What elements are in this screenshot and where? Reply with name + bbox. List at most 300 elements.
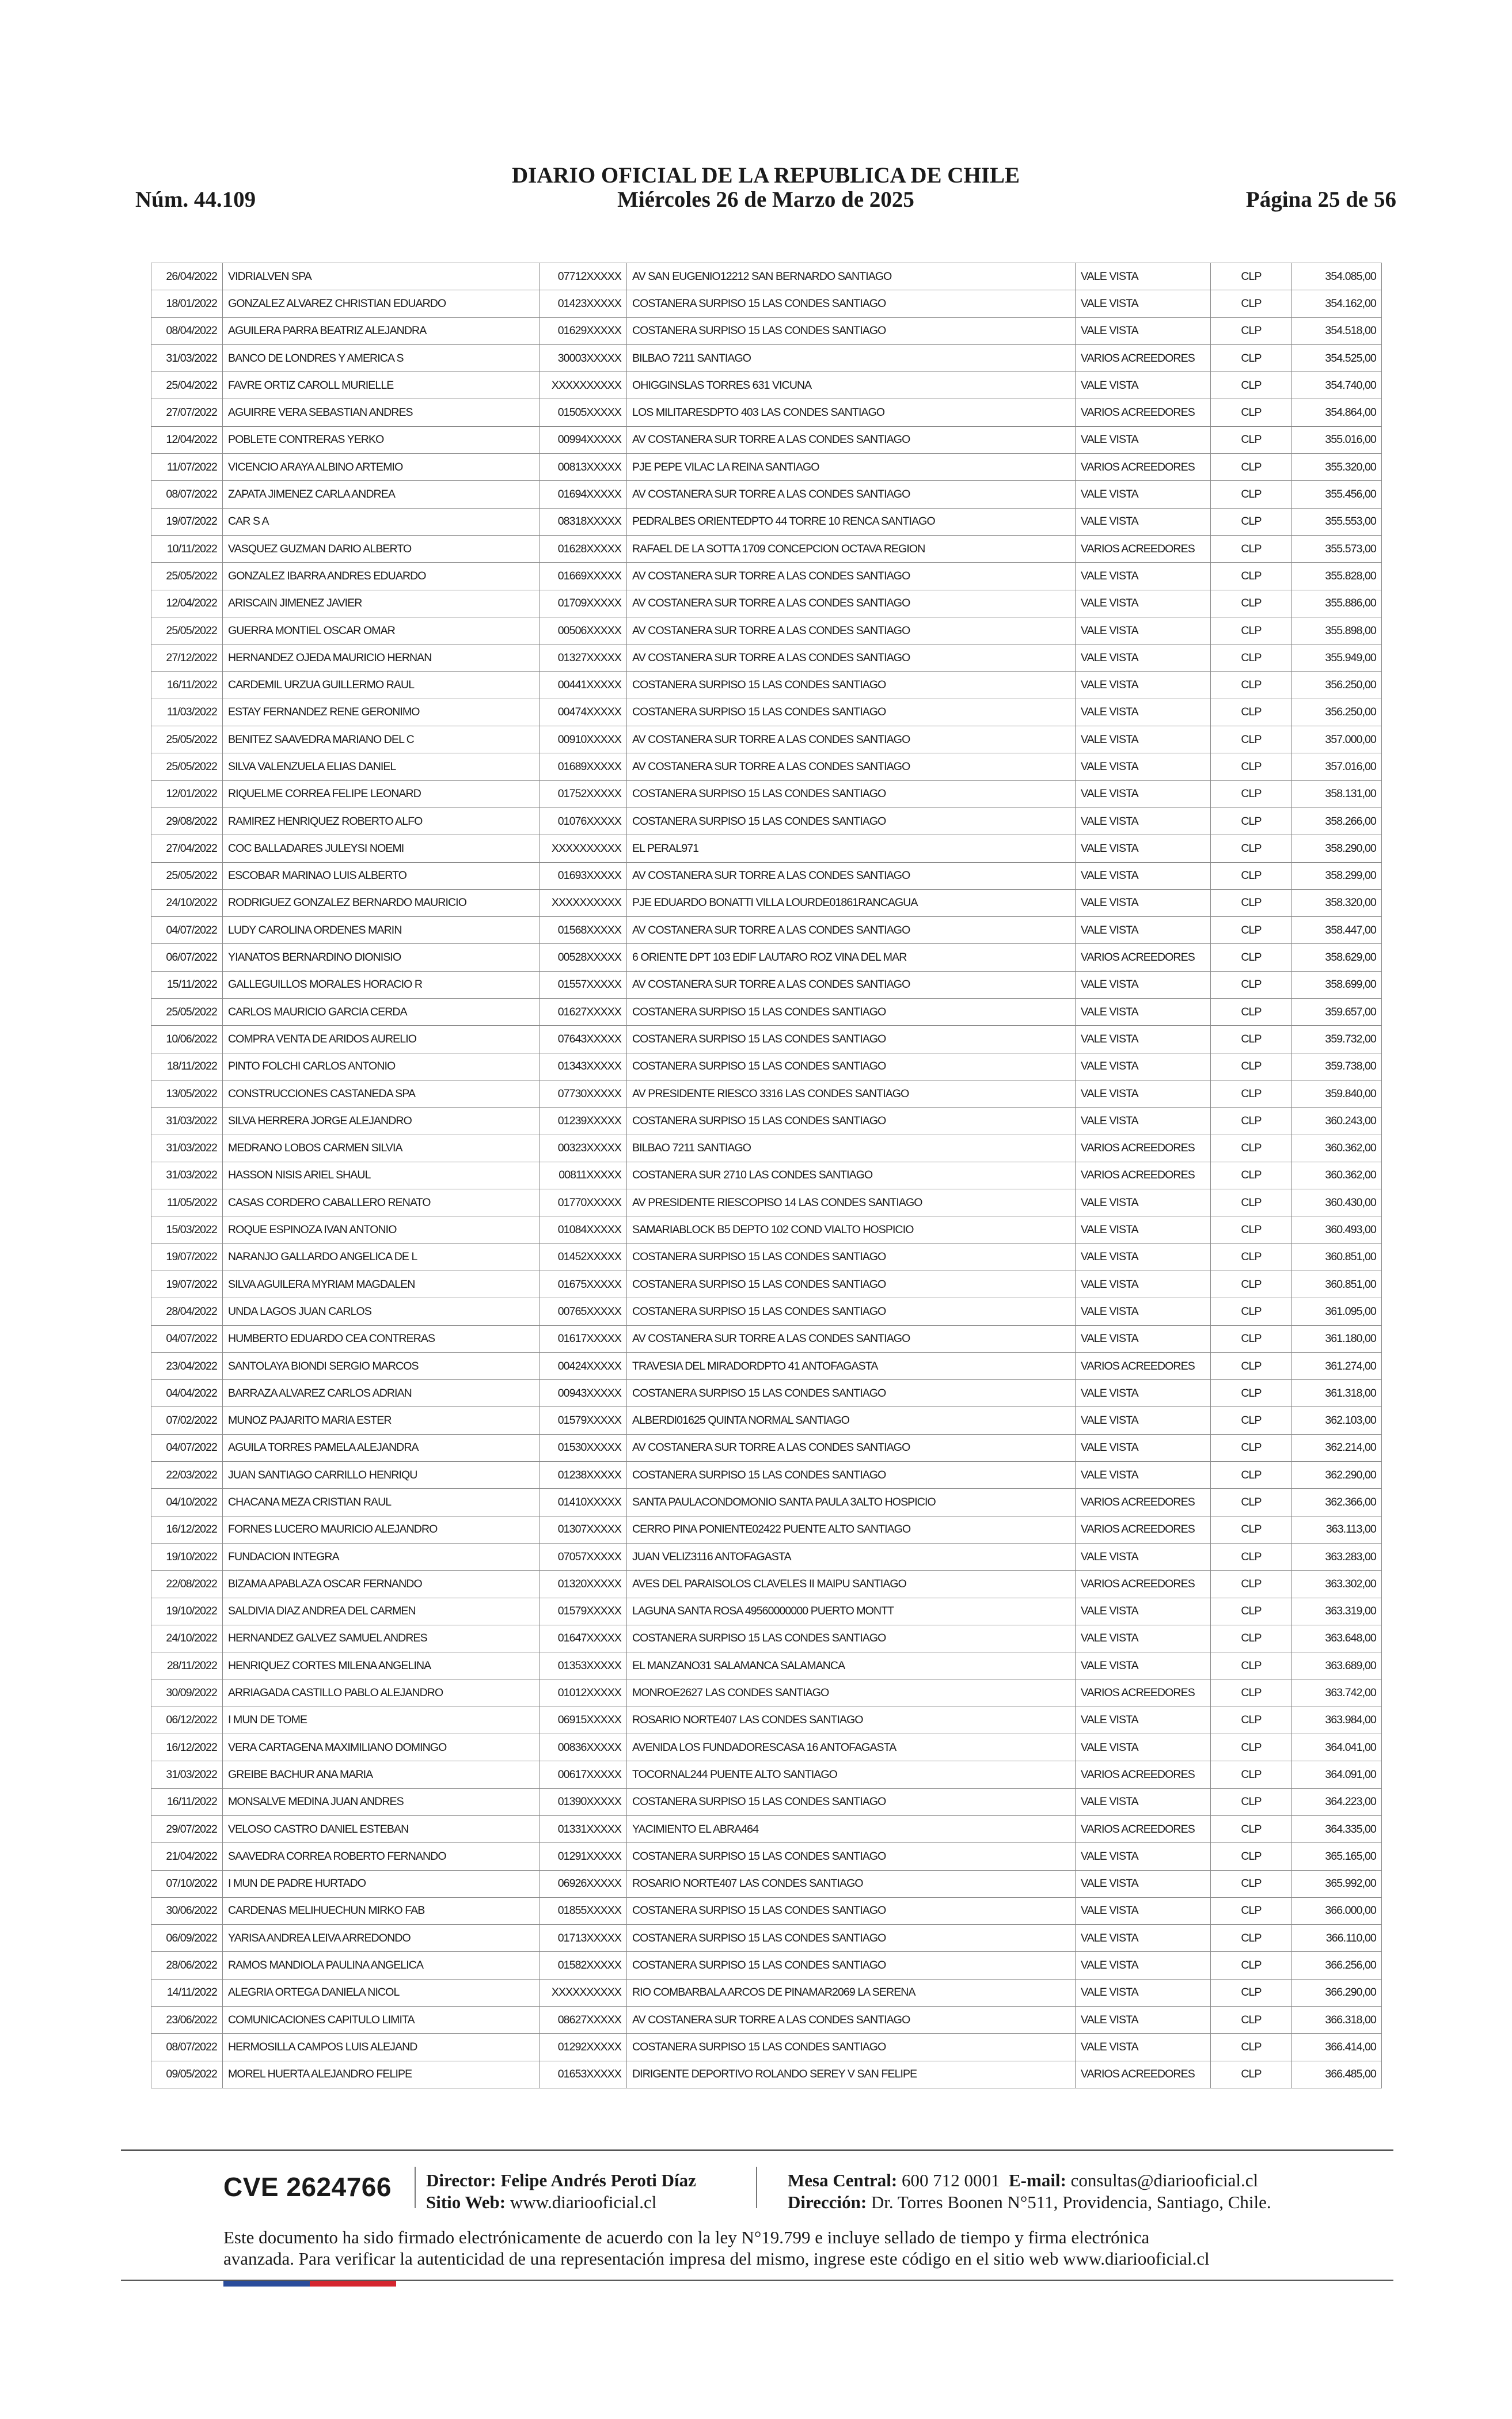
date-cell: 25/05/2022	[151, 726, 223, 753]
table-row	[151, 1815, 1382, 1842]
date-cell: 09/05/2022	[151, 2061, 223, 2088]
date-cell: 25/05/2022	[151, 999, 223, 1026]
table-row	[151, 1870, 1382, 1897]
address-cell: COSTANERA SURPISO 15 LAS CONDES SANTIAGO	[627, 807, 1076, 835]
table-row	[151, 426, 1382, 453]
date-cell: 16/11/2022	[151, 1788, 223, 1815]
name-cell: ALEGRIA ORTEGA DANIELA NICOL	[223, 1979, 540, 2006]
date-cell: 27/12/2022	[151, 644, 223, 672]
name-cell: FORNES LUCERO MAURICIO ALEJANDRO	[223, 1516, 540, 1543]
type-cell: VALE VISTA	[1076, 617, 1211, 644]
address-value: Dr. Torres Boonen N°511, Providencia, Santiago, Chile.	[871, 2192, 1271, 2212]
date-cell: 19/07/2022	[151, 1271, 223, 1298]
date-cell: 08/07/2022	[151, 2034, 223, 2061]
table-row	[151, 454, 1382, 481]
id-cell: 01713XXXXX	[540, 1925, 627, 1952]
type-cell: VALE VISTA	[1076, 889, 1211, 916]
type-cell: VARIOS ACREEDORES	[1076, 1761, 1211, 1788]
records-table	[151, 263, 1382, 2088]
type-cell: VALE VISTA	[1076, 917, 1211, 944]
cve-separator	[415, 2167, 416, 2208]
contact-line	[788, 2170, 1258, 2191]
id-cell: 00910XXXXX	[540, 726, 627, 753]
type-cell: VALE VISTA	[1076, 1189, 1211, 1216]
address-cell: COSTANERA SURPISO 15 LAS CONDES SANTIAGO	[627, 1298, 1076, 1325]
table-row	[151, 1135, 1382, 1162]
address-cell: ALBERDI01625 QUINTA NORMAL SANTIAGO	[627, 1407, 1076, 1434]
date-cell: 22/08/2022	[151, 1571, 223, 1598]
contact-separator	[756, 2167, 757, 2208]
date-cell: 19/07/2022	[151, 508, 223, 535]
table-row	[151, 699, 1382, 726]
type-cell: VALE VISTA	[1076, 1380, 1211, 1407]
name-cell: CAR S A	[223, 508, 540, 535]
name-cell: BENITEZ SAAVEDRA MARIANO DEL C	[223, 726, 540, 753]
date-cell: 23/06/2022	[151, 2007, 223, 2034]
id-cell: 01076XXXXX	[540, 807, 627, 835]
currency-cell: CLP	[1211, 1434, 1292, 1461]
name-cell: FAVRE ORTIZ CAROLL MURIELLE	[223, 372, 540, 399]
address-cell: COSTANERA SURPISO 15 LAS CONDES SANTIAGO	[627, 1843, 1076, 1870]
id-cell: 00528XXXXX	[540, 944, 627, 971]
amount-cell: 359.738,00	[1292, 1053, 1382, 1080]
id-cell: 00424XXXXX	[540, 1352, 627, 1379]
currency-cell: CLP	[1211, 372, 1292, 399]
name-cell: MONSALVE MEDINA JUAN ANDRES	[223, 1788, 540, 1815]
currency-cell: CLP	[1211, 944, 1292, 971]
address-cell: COSTANERA SURPISO 15 LAS CONDES SANTIAGO	[627, 1925, 1076, 1952]
amount-cell: 359.840,00	[1292, 1080, 1382, 1107]
id-cell: 01292XXXXX	[540, 2034, 627, 2061]
date-cell: 11/07/2022	[151, 454, 223, 481]
id-cell: 01012XXXXX	[540, 1679, 627, 1707]
website-line	[426, 2192, 656, 2213]
name-cell: GALLEGUILLOS MORALES HORACIO R	[223, 971, 540, 998]
type-cell: VALE VISTA	[1076, 1216, 1211, 1243]
date-cell: 28/06/2022	[151, 1952, 223, 1979]
date-cell: 15/11/2022	[151, 971, 223, 998]
amount-cell: 355.320,00	[1292, 454, 1382, 481]
name-cell: ARRIAGADA CASTILLO PABLO ALEJANDRO	[223, 1679, 540, 1707]
currency-cell: CLP	[1211, 1298, 1292, 1325]
date-cell: 27/04/2022	[151, 835, 223, 862]
currency-cell: CLP	[1211, 1707, 1292, 1734]
type-cell: VARIOS ACREEDORES	[1076, 1135, 1211, 1162]
amount-cell: 358.290,00	[1292, 835, 1382, 862]
date-cell: 12/04/2022	[151, 590, 223, 617]
id-cell: XXXXXXXXXX	[540, 372, 627, 399]
amount-cell: 354.864,00	[1292, 399, 1382, 426]
date-cell: 31/03/2022	[151, 1761, 223, 1788]
currency-cell: CLP	[1211, 1080, 1292, 1107]
legal-notice-line: Este documento ha sido firmado electrónicamente de acuerdo con la ley N°19.799 e incluye sellado de tiempo y firma electrónica	[223, 2227, 1150, 2247]
amount-cell: 358.447,00	[1292, 917, 1382, 944]
flag-stripe-blue	[223, 2281, 310, 2287]
amount-cell: 355.828,00	[1292, 563, 1382, 590]
type-cell: VALE VISTA	[1076, 1080, 1211, 1107]
type-cell: VALE VISTA	[1076, 1298, 1211, 1325]
type-cell: VARIOS ACREEDORES	[1076, 1162, 1211, 1189]
date-cell: 19/07/2022	[151, 1243, 223, 1271]
table-row	[151, 1298, 1382, 1325]
table-row	[151, 2007, 1382, 2034]
table-row	[151, 1189, 1382, 1216]
id-cell: 01647XXXXX	[540, 1625, 627, 1652]
address-cell: COSTANERA SURPISO 15 LAS CONDES SANTIAGO	[627, 699, 1076, 726]
name-cell: VASQUEZ GUZMAN DARIO ALBERTO	[223, 535, 540, 562]
address-cell: BILBAO 7211 SANTIAGO	[627, 1135, 1076, 1162]
amount-cell: 354.162,00	[1292, 290, 1382, 317]
id-cell: 00323XXXXX	[540, 1135, 627, 1162]
currency-cell: CLP	[1211, 1216, 1292, 1243]
amount-cell: 358.266,00	[1292, 807, 1382, 835]
website-link[interactable]: www.diariooficial.cl	[510, 2192, 657, 2212]
address-cell: AV SAN EUGENIO12212 SAN BERNARDO SANTIAGO	[627, 263, 1076, 290]
table-row	[151, 1925, 1382, 1952]
amount-cell: 355.016,00	[1292, 426, 1382, 453]
type-cell: VALE VISTA	[1076, 263, 1211, 290]
amount-cell: 359.657,00	[1292, 999, 1382, 1026]
table-row	[151, 1489, 1382, 1516]
amount-cell: 357.016,00	[1292, 753, 1382, 780]
address-cell: OHIGGINSLAS TORRES 631 VICUNA	[627, 372, 1076, 399]
address-cell: COSTANERA SURPISO 15 LAS CONDES SANTIAGO	[627, 672, 1076, 699]
name-cell: SILVA VALENZUELA ELIAS DANIEL	[223, 753, 540, 780]
currency-cell: CLP	[1211, 1870, 1292, 1897]
date-cell: 04/07/2022	[151, 917, 223, 944]
address-cell: AV COSTANERA SUR TORRE A LAS CONDES SANTIAGO	[627, 1325, 1076, 1352]
name-cell: GUERRA MONTIEL OSCAR OMAR	[223, 617, 540, 644]
amount-cell: 363.283,00	[1292, 1543, 1382, 1570]
type-cell: VALE VISTA	[1076, 1788, 1211, 1815]
amount-cell: 358.131,00	[1292, 780, 1382, 807]
name-cell: HERNANDEZ OJEDA MAURICIO HERNAN	[223, 644, 540, 672]
name-cell: HERNANDEZ GALVEZ SAMUEL ANDRES	[223, 1625, 540, 1652]
name-cell: SAAVEDRA CORREA ROBERTO FERNANDO	[223, 1843, 540, 1870]
table-row	[151, 2034, 1382, 2061]
amount-cell: 361.274,00	[1292, 1352, 1382, 1379]
cve-code: CVE 2624766	[223, 2172, 392, 2202]
table-row	[151, 835, 1382, 862]
date-cell: 04/07/2022	[151, 1325, 223, 1352]
name-cell: COMUNICACIONES CAPITULO LIMITA	[223, 2007, 540, 2034]
currency-cell: CLP	[1211, 344, 1292, 371]
amount-cell: 364.041,00	[1292, 1734, 1382, 1761]
currency-cell: CLP	[1211, 1352, 1292, 1379]
id-cell: 01855XXXXX	[540, 1897, 627, 1924]
type-cell: VALE VISTA	[1076, 2007, 1211, 2034]
publication-date: Miércoles 26 de Marzo de 2025	[617, 187, 914, 212]
address-cell: BILBAO 7211 SANTIAGO	[627, 344, 1076, 371]
address-cell: COSTANERA SURPISO 15 LAS CONDES SANTIAGO	[627, 1380, 1076, 1407]
id-cell: 01694XXXXX	[540, 481, 627, 508]
table-row	[151, 1979, 1382, 2006]
table-row	[151, 1080, 1382, 1107]
name-cell: BARRAZA ALVAREZ CARLOS ADRIAN	[223, 1380, 540, 1407]
currency-cell: CLP	[1211, 889, 1292, 916]
id-cell: 01582XXXXX	[540, 1952, 627, 1979]
date-cell: 28/04/2022	[151, 1298, 223, 1325]
type-cell: VALE VISTA	[1076, 1243, 1211, 1271]
address-cell: YACIMIENTO EL ABRA464	[627, 1815, 1076, 1842]
type-cell: VALE VISTA	[1076, 862, 1211, 889]
type-cell: VALE VISTA	[1076, 1053, 1211, 1080]
type-cell: VALE VISTA	[1076, 644, 1211, 672]
address-cell: COSTANERA SURPISO 15 LAS CONDES SANTIAGO	[627, 1462, 1076, 1489]
name-cell: GONZALEZ ALVAREZ CHRISTIAN EDUARDO	[223, 290, 540, 317]
table-row	[151, 563, 1382, 590]
amount-cell: 362.290,00	[1292, 1462, 1382, 1489]
address-cell: TOCORNAL244 PUENTE ALTO SANTIAGO	[627, 1761, 1076, 1788]
currency-cell: CLP	[1211, 454, 1292, 481]
type-cell: VALE VISTA	[1076, 1108, 1211, 1135]
type-cell: VALE VISTA	[1076, 372, 1211, 399]
date-cell: 27/07/2022	[151, 399, 223, 426]
id-cell: 01327XXXXX	[540, 644, 627, 672]
table-row	[151, 590, 1382, 617]
table-row	[151, 481, 1382, 508]
table-row	[151, 1162, 1382, 1189]
address-cell: SAMARIABLOCK B5 DEPTO 102 COND VIALTO HOSPICIO	[627, 1216, 1076, 1243]
address-cell: COSTANERA SURPISO 15 LAS CONDES SANTIAGO	[627, 1788, 1076, 1815]
date-cell: 07/02/2022	[151, 1407, 223, 1434]
currency-cell: CLP	[1211, 1598, 1292, 1625]
address-cell: AVENIDA LOS FUNDADORESCASA 16 ANTOFAGASTA	[627, 1734, 1076, 1761]
id-cell: 30003XXXXX	[540, 344, 627, 371]
name-cell: AGUIRRE VERA SEBASTIAN ANDRES	[223, 399, 540, 426]
date-cell: 30/06/2022	[151, 1897, 223, 1924]
address-cell: AV PRESIDENTE RIESCOPISO 14 LAS CONDES SANTIAGO	[627, 1189, 1076, 1216]
table-row	[151, 372, 1382, 399]
date-cell: 28/11/2022	[151, 1652, 223, 1679]
id-cell: 01353XXXXX	[540, 1652, 627, 1679]
id-cell: 06915XXXXX	[540, 1707, 627, 1734]
address-cell: COSTANERA SURPISO 15 LAS CONDES SANTIAGO	[627, 780, 1076, 807]
id-cell: XXXXXXXXXX	[540, 835, 627, 862]
currency-cell: CLP	[1211, 2061, 1292, 2088]
currency-cell: CLP	[1211, 917, 1292, 944]
type-cell: VALE VISTA	[1076, 1026, 1211, 1053]
amount-cell: 363.648,00	[1292, 1625, 1382, 1652]
date-cell: 16/11/2022	[151, 672, 223, 699]
director-line	[426, 2170, 696, 2191]
address-cell: COSTANERA SURPISO 15 LAS CONDES SANTIAGO	[627, 317, 1076, 344]
date-cell: 29/08/2022	[151, 807, 223, 835]
amount-cell: 355.949,00	[1292, 644, 1382, 672]
name-cell: ARISCAIN JIMENEZ JAVIER	[223, 590, 540, 617]
currency-cell: CLP	[1211, 1325, 1292, 1352]
address-cell: PJE PEPE VILAC LA REINA SANTIAGO	[627, 454, 1076, 481]
currency-cell: CLP	[1211, 617, 1292, 644]
table-row	[151, 1462, 1382, 1489]
amount-cell: 360.851,00	[1292, 1243, 1382, 1271]
date-cell: 07/10/2022	[151, 1870, 223, 1897]
name-cell: YIANATOS BERNARDINO DIONISIO	[223, 944, 540, 971]
amount-cell: 355.886,00	[1292, 590, 1382, 617]
table-row	[151, 1652, 1382, 1679]
currency-cell: CLP	[1211, 399, 1292, 426]
date-cell: 22/03/2022	[151, 1462, 223, 1489]
id-cell: 01752XXXXX	[540, 780, 627, 807]
table-row	[151, 644, 1382, 672]
date-cell: 18/01/2022	[151, 290, 223, 317]
amount-cell: 360.243,00	[1292, 1108, 1382, 1135]
currency-cell: CLP	[1211, 644, 1292, 672]
director-label: Director:	[426, 2170, 496, 2190]
id-cell: 01653XXXXX	[540, 2061, 627, 2088]
currency-cell: CLP	[1211, 2034, 1292, 2061]
id-cell: 01307XXXXX	[540, 1516, 627, 1543]
id-cell: 00813XXXXX	[540, 454, 627, 481]
amount-cell: 363.742,00	[1292, 1679, 1382, 1707]
table-row	[151, 999, 1382, 1026]
name-cell: MUNOZ PAJARITO MARIA ESTER	[223, 1407, 540, 1434]
currency-cell: CLP	[1211, 1053, 1292, 1080]
date-cell: 21/04/2022	[151, 1843, 223, 1870]
date-cell: 26/04/2022	[151, 263, 223, 290]
currency-cell: CLP	[1211, 807, 1292, 835]
id-cell: 00836XXXXX	[540, 1734, 627, 1761]
address-cell: AV COSTANERA SUR TORRE A LAS CONDES SANTIAGO	[627, 617, 1076, 644]
amount-cell: 362.366,00	[1292, 1489, 1382, 1516]
amount-cell: 358.299,00	[1292, 862, 1382, 889]
amount-cell: 363.689,00	[1292, 1652, 1382, 1679]
date-cell: 23/04/2022	[151, 1352, 223, 1379]
legal-notice	[223, 2227, 1346, 2269]
type-cell: VALE VISTA	[1076, 590, 1211, 617]
name-cell: AGUILA TORRES PAMELA ALEJANDRA	[223, 1434, 540, 1461]
type-cell: VALE VISTA	[1076, 563, 1211, 590]
id-cell: 01669XXXXX	[540, 563, 627, 590]
mesa-phone: 600 712 0001	[902, 2170, 1000, 2190]
amount-cell: 358.320,00	[1292, 889, 1382, 916]
type-cell: VALE VISTA	[1076, 1407, 1211, 1434]
amount-cell: 354.525,00	[1292, 344, 1382, 371]
table-row	[151, 344, 1382, 371]
id-cell: 01579XXXXX	[540, 1598, 627, 1625]
amount-cell: 359.732,00	[1292, 1026, 1382, 1053]
page-header	[135, 162, 1396, 217]
table-row	[151, 1434, 1382, 1461]
currency-cell: CLP	[1211, 1897, 1292, 1924]
amount-cell: 362.214,00	[1292, 1434, 1382, 1461]
type-cell: VALE VISTA	[1076, 1897, 1211, 1924]
currency-cell: CLP	[1211, 1652, 1292, 1679]
amount-cell: 365.165,00	[1292, 1843, 1382, 1870]
amount-cell: 361.180,00	[1292, 1325, 1382, 1352]
currency-cell: CLP	[1211, 1625, 1292, 1652]
name-cell: RAMIREZ HENRIQUEZ ROBERTO ALFO	[223, 807, 540, 835]
type-cell: VARIOS ACREEDORES	[1076, 535, 1211, 562]
currency-cell: CLP	[1211, 780, 1292, 807]
name-cell: CASAS CORDERO CABALLERO RENATO	[223, 1189, 540, 1216]
address-cell: AV COSTANERA SUR TORRE A LAS CONDES SANTIAGO	[627, 590, 1076, 617]
id-cell: 07643XXXXX	[540, 1026, 627, 1053]
id-cell: 01320XXXXX	[540, 1571, 627, 1598]
address-cell: DIRIGENTE DEPORTIVO ROLANDO SEREY V SAN FELIPE	[627, 2061, 1076, 2088]
table-row	[151, 1271, 1382, 1298]
id-cell: 01239XXXXX	[540, 1108, 627, 1135]
address-cell: MONROE2627 LAS CONDES SANTIAGO	[627, 1679, 1076, 1707]
currency-cell: CLP	[1211, 1571, 1292, 1598]
name-cell: SALDIVIA DIAZ ANDREA DEL CARMEN	[223, 1598, 540, 1625]
address-cell: COSTANERA SURPISO 15 LAS CONDES SANTIAGO	[627, 1897, 1076, 1924]
address-cell: EL MANZANO31 SALAMANCA SALAMANCA	[627, 1652, 1076, 1679]
amount-cell: 363.113,00	[1292, 1516, 1382, 1543]
email-link[interactable]: consultas@diariooficial.cl	[1070, 2170, 1259, 2190]
email-label: E-mail:	[1009, 2170, 1066, 2190]
id-cell: 01331XXXXX	[540, 1815, 627, 1842]
type-cell: VALE VISTA	[1076, 672, 1211, 699]
type-cell: VALE VISTA	[1076, 426, 1211, 453]
name-cell: VERA CARTAGENA MAXIMILIANO DOMINGO	[223, 1734, 540, 1761]
id-cell: 01291XXXXX	[540, 1843, 627, 1870]
address-cell: COSTANERA SURPISO 15 LAS CONDES SANTIAGO	[627, 1053, 1076, 1080]
address-cell: PEDRALBES ORIENTEDPTO 44 TORRE 10 RENCA SANTIAGO	[627, 508, 1076, 535]
type-cell: VALE VISTA	[1076, 780, 1211, 807]
id-cell: 08318XXXXX	[540, 508, 627, 535]
date-cell: 25/05/2022	[151, 862, 223, 889]
table-row	[151, 889, 1382, 916]
issue-number: Núm. 44.109	[135, 187, 256, 212]
records-table-container	[151, 263, 1381, 2088]
currency-cell: CLP	[1211, 1815, 1292, 1842]
table-row	[151, 1897, 1382, 1924]
amount-cell: 365.992,00	[1292, 1870, 1382, 1897]
type-cell: VALE VISTA	[1076, 835, 1211, 862]
name-cell: JUAN SANTIAGO CARRILLO HENRIQU	[223, 1462, 540, 1489]
id-cell: 06926XXXXX	[540, 1870, 627, 1897]
date-cell: 24/10/2022	[151, 889, 223, 916]
table-row	[151, 1026, 1382, 1053]
amount-cell: 356.250,00	[1292, 672, 1382, 699]
table-row	[151, 1571, 1382, 1598]
name-cell: PINTO FOLCHI CARLOS ANTONIO	[223, 1053, 540, 1080]
date-cell: 31/03/2022	[151, 1162, 223, 1189]
id-cell: 01770XXXXX	[540, 1189, 627, 1216]
currency-cell: CLP	[1211, 1543, 1292, 1570]
address-cell: EL PERAL971	[627, 835, 1076, 862]
director-name: Felipe Andrés Peroti Díaz	[500, 2170, 696, 2190]
name-cell: AGUILERA PARRA BEATRIZ ALEJANDRA	[223, 317, 540, 344]
currency-cell: CLP	[1211, 753, 1292, 780]
name-cell: SILVA AGUILERA MYRIAM MAGDALEN	[223, 1271, 540, 1298]
table-row	[151, 1598, 1382, 1625]
table-row	[151, 1380, 1382, 1407]
id-cell: 01627XXXXX	[540, 999, 627, 1026]
currency-cell: CLP	[1211, 263, 1292, 290]
currency-cell: CLP	[1211, 999, 1292, 1026]
date-cell: 06/12/2022	[151, 1707, 223, 1734]
currency-cell: CLP	[1211, 862, 1292, 889]
type-cell: VARIOS ACREEDORES	[1076, 1571, 1211, 1598]
date-cell: 11/05/2022	[151, 1189, 223, 1216]
amount-cell: 364.223,00	[1292, 1788, 1382, 1815]
type-cell: VALE VISTA	[1076, 753, 1211, 780]
id-cell: 07057XXXXX	[540, 1543, 627, 1570]
table-row	[151, 508, 1382, 535]
type-cell: VALE VISTA	[1076, 1979, 1211, 2006]
amount-cell: 358.699,00	[1292, 971, 1382, 998]
date-cell: 15/03/2022	[151, 1216, 223, 1243]
currency-cell: CLP	[1211, 1380, 1292, 1407]
type-cell: VALE VISTA	[1076, 1434, 1211, 1461]
id-cell: 01709XXXXX	[540, 590, 627, 617]
amount-cell: 364.091,00	[1292, 1761, 1382, 1788]
type-cell: VALE VISTA	[1076, 699, 1211, 726]
date-cell: 04/10/2022	[151, 1489, 223, 1516]
type-cell: VALE VISTA	[1076, 290, 1211, 317]
